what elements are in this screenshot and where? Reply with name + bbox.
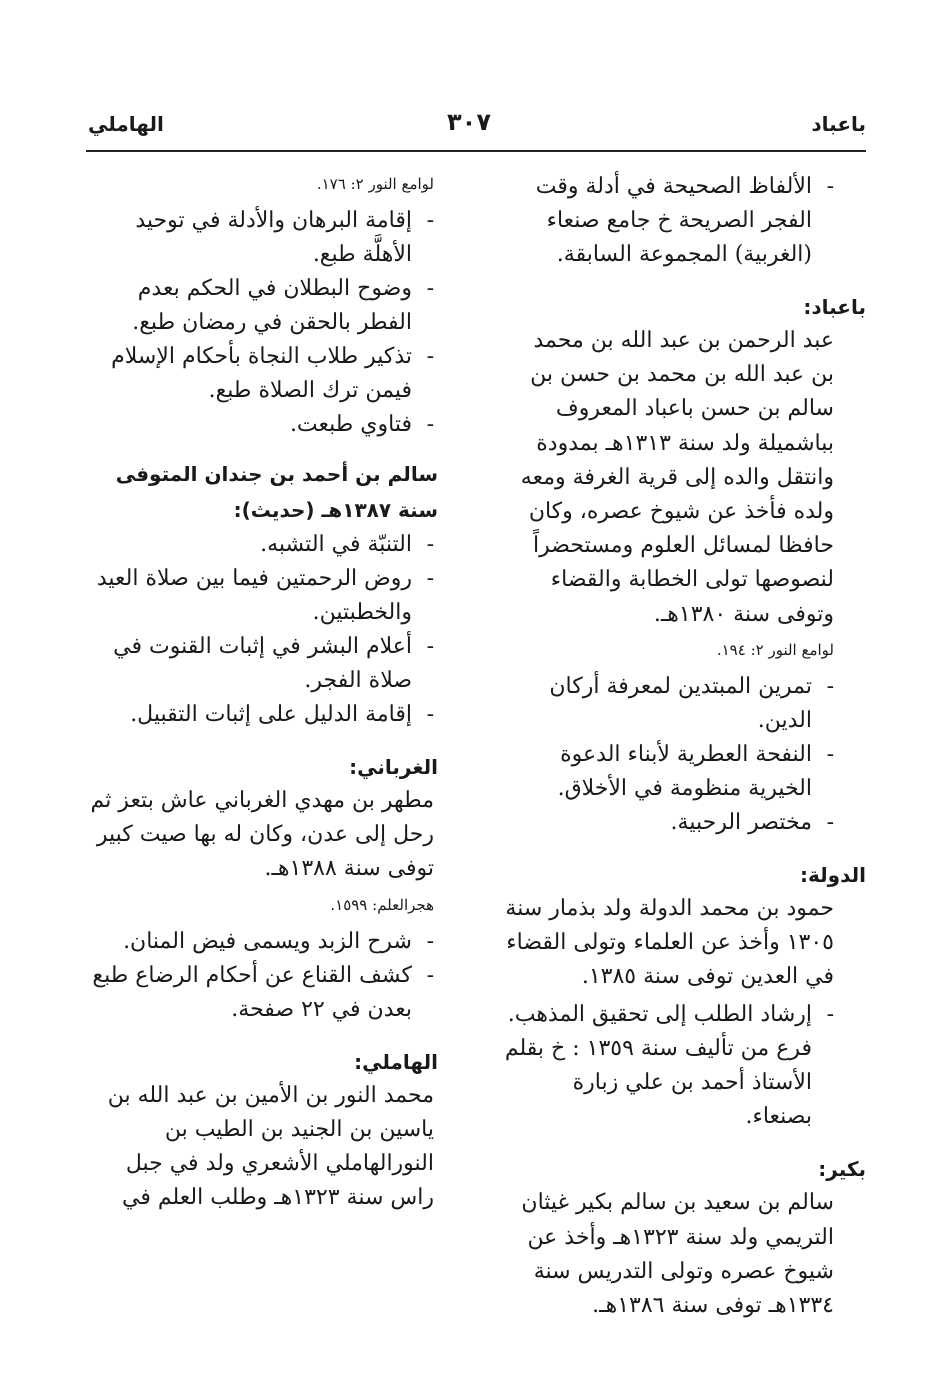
entry-heading-ba-abbad: باعباد: <box>803 295 866 319</box>
entry-reference: لوامع النور ٢: ١٩٤. <box>716 640 834 659</box>
list-item: - شرح الزبد ويسمى فيض المنان. <box>82 925 434 959</box>
entry-heading-hamili: الهاملي: <box>354 1049 438 1074</box>
header-rule <box>86 150 866 152</box>
list-item: - إرشاد الطلب إلى تحقيق المذهب. فرع من تأليف سنة ١٣٥٩ : خ بقلم الأستاذ أحمد بن علي زبارة بصنعاء. <box>504 998 834 1134</box>
entry-biography: عبد الرحمن بن عبد الله بن محمد بن عبد الله بن محمد بن حسن بن سالم بن حسن باعباد المعروف بباشميلة ولد سنة ١٣١٣هـ بمدودة وانتقل والده إلى قرية الغرفة ومعه ولده فأخذ عن شيوخ عصره، وكان حافظا لمسائل العلوم ومستحضراً لنصوصها تولى الخطابة والقضاء وتوفى سنة ١٣٨٠هـ. <box>520 328 834 627</box>
list-item: - وضوح البطلان في الحكم بعدم الفطر بالحقن في رمضان طبع. <box>82 272 434 340</box>
list-item: - النفحة العطرية لأبناء الدعوة الخيرية منظومة في الأخلاق. <box>504 738 834 806</box>
entry-biography: مطهر بن مهدي الغرباني عاش بتعز ثم رحل إلى عدن، وكان له بها صيت كبير توفى سنة ١٣٨٨هـ. <box>90 788 434 882</box>
list-item: - تمرين المبتدين لمعرفة أركان الدين. <box>504 670 834 738</box>
running-header-right: باعباد <box>811 112 866 136</box>
entry-biography: سالم بن سعيد بن سالم بكير غيثان التريمي ولد سنة ١٣٢٣هـ وأخذ عن شيوخ عصره وتولى التدريس سنة ١٣٣٤هـ توفى سنة ١٣٨٦هـ. <box>521 1190 834 1319</box>
list-item: - إقامة البرهان والأدلة في توحيد الأهلَّة طبع. <box>82 204 434 272</box>
list-item: - إقامة الدليل على إثبات التقبيل. <box>82 698 434 732</box>
list-item: - أعلام البشر في إثبات القنوت في صلاة الفجر. <box>82 630 434 698</box>
running-header-left: الهاملي <box>88 112 164 136</box>
entry-reference: هجرالعلم: ١٥٩٩. <box>330 895 434 914</box>
entry-biography: حمود بن محمد الدولة ولد بذمار سنة ١٣٠٥ وأخذ عن العلماء وتولى القضاء في العدين توفى سنة ١٣٨٥. <box>505 895 834 990</box>
entry-biography: محمد النور بن الأمين بن عبد الله بن ياسين بن الجنيد بن الطيب بن النورالهاملي الأشعري ولد في جبل راس سنة ١٣٢٣هـ وطلب العلم في <box>107 1082 434 1211</box>
list-item: - كشف القناع عن أحكام الرضاع طبع بعدن في ٢٢ صفحة. <box>82 959 434 1027</box>
list-item: - تذكير طلاب النجاة بأحكام الإسلام فيمن ترك الصلاة طبع. <box>82 340 434 408</box>
list-item: - فتاوي طبعت. <box>82 408 434 442</box>
entry-heading-dawla: الدولة: <box>800 862 866 887</box>
entry-heading-ghurbani: الغرباني: <box>349 755 438 779</box>
entry-reference: لوامع النور ٢: ١٧٦. <box>316 175 434 193</box>
left-column <box>82 170 438 1215</box>
entry-heading-bukair: بكير: <box>818 1157 866 1182</box>
list-item: - روض الرحمتين فيما بين صلاة العيد والخطبتين. <box>82 562 434 630</box>
list-item: - الألفاظ الصحيحة في أدلة وقت الفجر الصريحة خ جامع صنعاء (الغربية) المجموعة السابقة. <box>504 170 834 272</box>
list-item: - مختصر الرحبية. <box>504 806 834 840</box>
entry-heading-salem-jandan: سالم بن أحمد بن جندان المتوفى سنة ١٣٨٧هـ (حديث): <box>115 462 438 522</box>
list-item: - التنبّة في التشبه. <box>82 528 434 562</box>
right-column <box>504 170 866 1323</box>
page-number: ٣٠٧ <box>447 108 491 136</box>
